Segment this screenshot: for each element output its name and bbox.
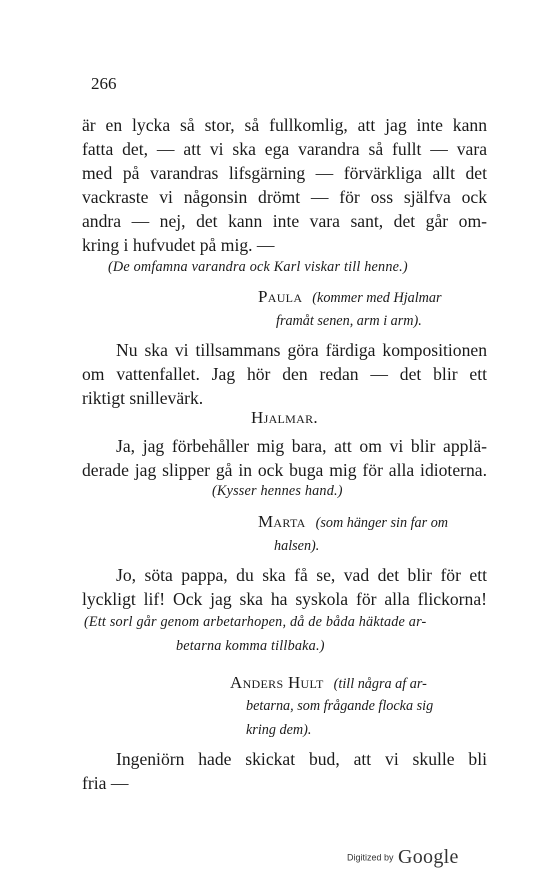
text-line: är en lycka så stor, så fullkomlig, att jag inte kann [82,115,487,135]
stage-direction: (De omfamna varandra ock Karl viskar till henne.) [108,259,408,275]
text-line: lyckligt lif! Ock jag ska ha syskola för alla flickorna! [82,589,487,609]
stage-direction: (till några af ar- [333,676,427,692]
speaker-heading [230,673,427,693]
stage-direction: (som hänger sin far om [315,515,449,531]
stage-direction: halsen). [274,538,320,554]
text-line: Ingeniörn hade skickat bud, att vi skulle bli [116,749,487,769]
stage-direction: (Kysser hennes hand.) [212,483,343,499]
stage-direction: kring dem). [246,722,312,738]
text-line: andra — nej, det kann inte vara sant, det går om- [82,211,487,231]
stage-direction: (kommer med Hjalmar [312,290,442,306]
speaker-name: Marta [258,512,306,531]
page-number: 266 [91,74,117,93]
stage-direction: betarna komma tillbaka.) [176,638,325,654]
speaker-name: Anders Hult [230,673,324,692]
text-line: med på varandras lifsgärning — förvärkliga allt det [82,163,487,183]
text-line: fria — [82,773,129,793]
text-line: vackraste vi någonsin drömt — för oss själfva ock [82,187,487,207]
text-line: om vattenfallet. Jag hör den redan — det blir ett [82,364,487,384]
text-line: riktigt snillevärk. [82,388,204,408]
text-line: Ja, jag förbehåller mig bara, att om vi blir applä- [116,436,487,456]
stage-direction: (Ett sorl går genom arbetarhopen, då de båda häktade ar- [84,614,427,630]
text-line: Jo, söta pappa, du ska få se, vad det blir för ett [116,565,487,585]
text-line: Nu ska vi tillsammans göra färdiga kompositionen [116,340,487,360]
digitized-watermark [347,846,459,869]
digitized-label: Digitized by [347,852,394,863]
stage-direction: betarna, som frågande flocka sig [246,698,434,714]
speaker-name: Paula [258,287,303,306]
speaker-heading [258,287,442,307]
text-line: derade jag slipper gå in ock buga mig för alla idioterna. [82,460,487,480]
stage-direction: framåt senen, arm i arm). [276,313,422,329]
speaker-name: Hjalmar. [251,408,318,427]
text-line: kring i hufvudet på mig. — [82,235,275,255]
speaker-heading [258,512,448,532]
google-logo: Google [397,846,459,868]
text-line: fatta det, — att vi ska ega varandra så fullt — vara [82,139,487,159]
